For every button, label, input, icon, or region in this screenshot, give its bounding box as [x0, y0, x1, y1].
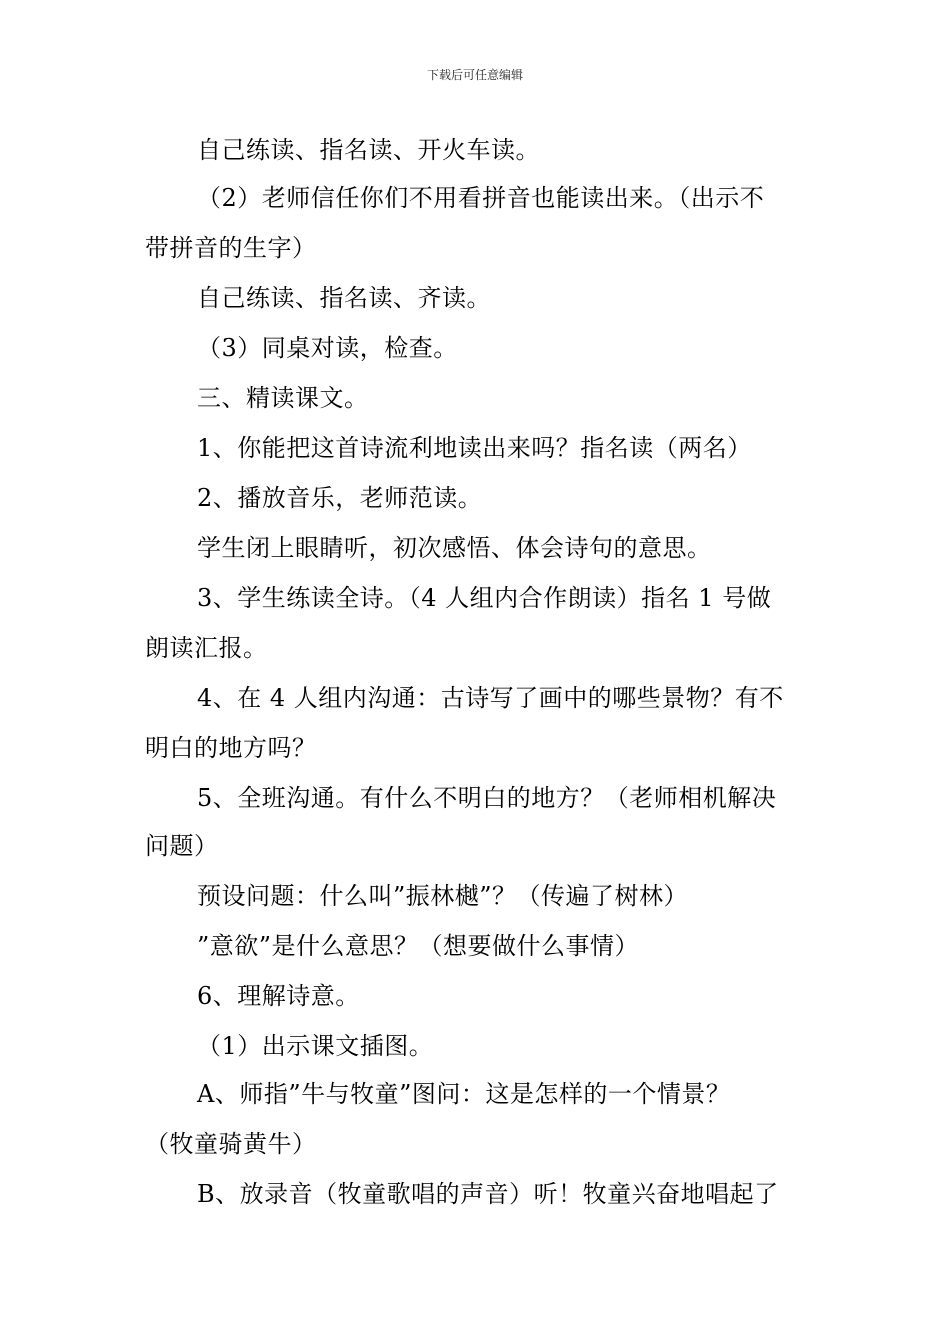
text-line: 预设问题：什么叫”振林樾”？（传遍了树林） [197, 882, 689, 910]
text-line: 明白的地方吗？ [145, 734, 317, 762]
text-line: 自己练读、指名读、开火车读。 [197, 136, 540, 164]
page-header: 下载后可任意编辑 [426, 68, 523, 82]
text-line: （3）同桌对读，检查。 [197, 334, 458, 362]
text-line: 带拼音的生字） [145, 234, 317, 262]
text-line: 3、学生练读全诗。（4 人组内合作朗读）指名 1 号做 [197, 584, 772, 612]
text-line: 学生闭上眼睛听，初次感悟、体会诗句的意思。 [197, 534, 712, 562]
text-line: 1、你能把这首诗流利地读出来吗？指名读（两名） [197, 434, 752, 462]
text-line: 6、理解诗意。 [197, 982, 360, 1010]
text-line: A、师指”牛与牧童”图问：这是怎样的一个情景？ [197, 1080, 731, 1108]
text-line: 4、在 4 人组内沟通：古诗写了画中的哪些景物？有不 [197, 684, 784, 712]
text-line: ”意欲”是什么意思？（想要做什么事情） [197, 932, 640, 960]
text-line: 2、播放音乐，老师范读。 [197, 484, 483, 512]
text-line: （2）老师信任你们不用看拼音也能读出来。（出示不 [197, 184, 765, 212]
text-line: （牧童骑黄牛） [145, 1130, 317, 1158]
text-line: 自己练读、指名读、齐读。 [197, 284, 491, 312]
text-line: （1）出示课文插图。 [197, 1032, 434, 1060]
text-line: 朗读汇报。 [145, 634, 268, 662]
text-line: B、放录音（牧童歌唱的声音）听！牧童兴奋地唱起了 [197, 1180, 779, 1208]
text-line: 三、精读课文。 [197, 384, 369, 412]
text-line: 问题） [145, 832, 219, 860]
text-line: 5、全班沟通。有什么不明白的地方？（老师相机解决 [197, 784, 777, 812]
